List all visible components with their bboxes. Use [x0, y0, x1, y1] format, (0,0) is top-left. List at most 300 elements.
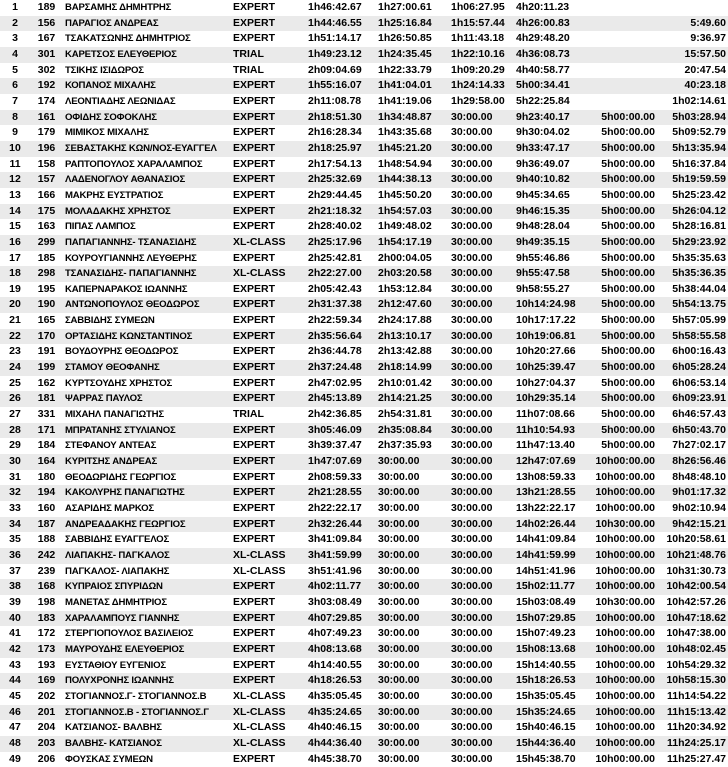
- gap-cell: 8h26:56.46: [657, 454, 728, 470]
- table-row: [0, 31, 728, 47]
- rider-name-cell: ΦΟΥΣΚΑΣ ΣΥΜΕΩΝ: [65, 753, 153, 765]
- lap2-time-cell: 30:00.00: [378, 595, 420, 608]
- rider-number-cell: 189: [37, 1, 56, 13]
- rider-number-cell: 201: [30, 705, 63, 721]
- penalty-cell: 10h00:00.00: [589, 485, 657, 501]
- rider-name-cell: ΣΑΒΒΙΔΗΣ ΕΥΑΓΓΕΛΟΣ: [65, 534, 170, 546]
- table-row: [0, 204, 728, 220]
- lap3-time-cell: 30:00.00: [449, 736, 514, 752]
- lap3-time-cell: 1h15:57.44: [449, 16, 514, 32]
- lap3-time-cell: 1h22:10.16: [449, 47, 514, 63]
- penalty-cell: [589, 47, 657, 63]
- total-time-cell: 4h20:11.23: [516, 1, 570, 13]
- total-time-cell: 13h21:28.55: [514, 485, 589, 501]
- position-cell: 2: [0, 16, 30, 32]
- class-cell: XL-CLASS: [231, 266, 306, 282]
- lap1-time-cell: 1h44:46.55: [306, 16, 376, 32]
- position-cell: 33: [9, 502, 21, 514]
- lap2-time-cell: 1h45:50.20: [378, 188, 432, 201]
- lap2-time-cell: 2h03:20.58: [376, 266, 449, 282]
- total-time-cell: 11h07:08.66: [516, 408, 575, 421]
- gap-cell: 10h42:57.26: [666, 595, 726, 608]
- lap3-time-cell: 30:00.00: [451, 689, 493, 702]
- class-cell: EXPERT: [231, 391, 306, 407]
- table-row: [0, 313, 728, 329]
- position-cell: 9: [12, 126, 18, 139]
- table-row: [0, 626, 728, 642]
- position-cell: 29: [9, 439, 21, 452]
- total-time-cell: 4h40:58.77: [516, 63, 570, 76]
- gap-cell: 6h05:28.24: [657, 360, 728, 376]
- table-row: [0, 297, 728, 313]
- position-cell: 21: [9, 314, 21, 327]
- lap3-time-cell: 30:00.00: [451, 345, 493, 358]
- class-cell: EXPERT: [231, 360, 306, 376]
- total-time-cell: 15h03:08.49: [516, 595, 576, 608]
- position-cell: 36: [0, 548, 30, 564]
- total-time-cell: 14h02:26.44: [514, 517, 589, 533]
- lap2-time-cell: 30:00.00: [378, 502, 420, 514]
- rider-number-cell: 164: [30, 454, 63, 470]
- lap1-time-cell: 3h41:09.84: [308, 533, 362, 546]
- total-time-cell: 10h19:06.81: [514, 329, 589, 345]
- lap2-time-cell: 30:00.00: [378, 689, 420, 702]
- table-row: [0, 188, 728, 204]
- penalty-cell: 10h00:00.00: [589, 611, 657, 627]
- gap-cell: 40:23.18: [657, 78, 728, 94]
- rider-number-cell: 239: [37, 564, 56, 577]
- rider-number-cell: 174: [37, 94, 56, 107]
- class-cell: EXPERT: [233, 345, 276, 358]
- lap1-time-cell: 2h36:44.78: [308, 345, 362, 358]
- table-row: [0, 157, 728, 173]
- lap2-time-cell: 1h53:12.84: [378, 282, 432, 295]
- gap-cell: 10h58:15.30: [657, 673, 728, 689]
- rider-name-cell: ΚΟΠΑΝΟΣ ΜΙΧΑΛΗΣ: [63, 78, 231, 94]
- rider-number-cell: 194: [30, 485, 63, 501]
- rider-name-cell: ΤΣΑΚΑΤΣΩΝΗΣ ΔΗΜΗΤΡΙΟΣ: [65, 33, 191, 45]
- lap3-time-cell: 30:00.00: [449, 705, 514, 721]
- lap2-time-cell: 30:00.00: [376, 736, 449, 752]
- total-time-cell: 4h26:00.83: [514, 16, 589, 32]
- class-cell: EXPERT: [231, 673, 306, 689]
- penalty-cell: 10h00:00.00: [589, 736, 657, 752]
- rider-number-cell: 184: [37, 439, 56, 452]
- total-time-cell: 9h48:28.04: [516, 220, 570, 233]
- lap3-time-cell: 1h29:58.00: [451, 94, 505, 107]
- position-cell: 44: [0, 673, 30, 689]
- total-time-cell: 10h20:27.66: [516, 345, 576, 358]
- lap1-time-cell: 2h08:59.33: [308, 470, 362, 483]
- lap1-time-cell: 2h22:59.34: [308, 314, 362, 327]
- position-cell: 48: [0, 736, 30, 752]
- position-cell: 20: [0, 297, 30, 313]
- lap1-time-cell: 3h51:41.96: [308, 564, 362, 577]
- class-cell: EXPERT: [231, 611, 306, 627]
- class-cell: EXPERT: [233, 376, 276, 389]
- lap1-time-cell: 2h42:36.85: [308, 408, 362, 421]
- lap1-time-cell: 4h14:40.55: [308, 658, 362, 671]
- table-row: [0, 344, 728, 360]
- table-row: [0, 517, 728, 533]
- class-cell: EXPERT: [231, 204, 306, 220]
- class-cell: EXPERT: [231, 16, 306, 32]
- lap2-time-cell: 30:00.00: [376, 705, 449, 721]
- lap3-time-cell: 30:00.00: [451, 376, 493, 389]
- rider-number-cell: 301: [30, 47, 63, 63]
- penalty-cell: 10h00:00.00: [589, 579, 657, 595]
- penalty-cell: 10h00:00.00: [595, 502, 655, 514]
- lap3-time-cell: 30:00.00: [449, 141, 514, 157]
- rider-number-cell: 199: [30, 360, 63, 376]
- lap2-time-cell: 30:00.00: [376, 611, 449, 627]
- lap3-time-cell: 1h11:43.18: [451, 32, 505, 45]
- rider-name-cell: ΘΕΟΔΩΡΙΔΗΣ ΓΕΩΡΓΙΟΣ: [65, 471, 177, 483]
- rider-number-cell: 202: [37, 689, 56, 702]
- total-time-cell: 10h27:04.37: [516, 376, 576, 389]
- table-row: [0, 642, 728, 658]
- class-cell: XL-CLASS: [233, 721, 286, 734]
- rider-name-cell: ΟΦΙΔΗΣ ΣΟΦΟΚΛΗΣ: [63, 110, 231, 126]
- gap-cell: 9h01:17.32: [657, 485, 728, 501]
- total-time-cell: 4h29:48.20: [516, 32, 570, 45]
- table-row: [0, 423, 728, 439]
- position-cell: 18: [0, 266, 30, 282]
- lap3-time-cell: 30:00.00: [449, 423, 514, 439]
- rider-name-cell: ΛΕΟΝΤΙΑΔΗΣ ΛΕΩΝΙΔΑΣ: [65, 95, 176, 107]
- position-cell: 19: [9, 282, 21, 295]
- position-cell: 15: [9, 220, 21, 233]
- rider-number-cell: 172: [37, 627, 56, 640]
- position-cell: 32: [0, 485, 30, 501]
- rider-number-cell: 162: [37, 376, 56, 389]
- lap3-time-cell: 30:00.00: [449, 454, 514, 470]
- total-time-cell: 13h22:22.17: [516, 502, 576, 514]
- lap2-time-cell: 2h10:01.42: [378, 376, 432, 389]
- position-cell: 5: [12, 63, 18, 76]
- table-row: [0, 673, 728, 689]
- gap-cell: 6h09:23.91: [657, 391, 728, 407]
- table-row: [0, 282, 728, 298]
- lap3-time-cell: 30:00.00: [449, 235, 514, 251]
- lap1-time-cell: 2h37:24.48: [306, 360, 376, 376]
- penalty-cell: 5h00:00.00: [589, 204, 657, 220]
- position-cell: 26: [0, 391, 30, 407]
- table-row: [0, 532, 728, 548]
- position-cell: 39: [9, 595, 21, 608]
- gap-cell: 9h42:15.21: [657, 517, 728, 533]
- position-cell: 22: [0, 329, 30, 345]
- lap1-time-cell: 2h09:04.69: [308, 63, 362, 76]
- class-cell: EXPERT: [233, 502, 276, 514]
- rider-number-cell: 170: [30, 329, 63, 345]
- rider-number-cell: 158: [37, 157, 56, 170]
- class-cell: XL-CLASS: [231, 548, 306, 564]
- lap2-time-cell: 30:00.00: [378, 533, 420, 546]
- rider-number-cell: 187: [30, 517, 63, 533]
- gap-cell: 5h57:05.99: [672, 314, 726, 327]
- lap3-time-cell: 1h09:20.29: [451, 63, 505, 76]
- rider-number-cell: 166: [37, 188, 56, 201]
- rider-number-cell: 192: [30, 78, 63, 94]
- penalty-cell: 10h00:00.00: [589, 548, 657, 564]
- total-time-cell: 9h46:15.35: [514, 204, 589, 220]
- penalty-cell: 10h30:00.00: [589, 517, 657, 533]
- penalty-cell: 5h00:00.00: [589, 141, 657, 157]
- total-time-cell: 15h07:49.23: [516, 627, 576, 640]
- penalty-cell: 5h00:00.00: [589, 235, 657, 251]
- rider-name-cell: ΜΑΚΡΗΣ ΕΥΣΤΡΑΤΙΟΣ: [65, 189, 164, 201]
- table-row: [0, 470, 728, 486]
- total-time-cell: 15h35:24.65: [514, 705, 589, 721]
- rider-number-cell: 331: [37, 408, 56, 421]
- class-cell: EXPERT: [231, 454, 306, 470]
- lap3-time-cell: 30:00.00: [451, 564, 493, 577]
- lap2-time-cell: 30:00.00: [376, 454, 449, 470]
- rider-name-cell: ΚΥΡΤΣΟΥΔΗΣ ΧΡΗΣΤΟΣ: [65, 377, 173, 389]
- class-cell: EXPERT: [231, 110, 306, 126]
- total-time-cell: 11h10:54.93: [514, 423, 589, 439]
- lap2-time-cell: 1h45:21.20: [376, 141, 449, 157]
- table-row: [0, 329, 728, 345]
- table-row: [0, 689, 728, 705]
- penalty-cell: 5h00:00.00: [601, 157, 655, 170]
- class-cell: XL-CLASS: [231, 235, 306, 251]
- class-cell: EXPERT: [233, 470, 276, 483]
- gap-cell: 6h50:43.70: [657, 423, 728, 439]
- gap-cell: 5h16:37.84: [672, 157, 726, 170]
- rider-number-cell: 195: [37, 282, 56, 295]
- class-cell: EXPERT: [231, 642, 306, 658]
- lap1-time-cell: 2h25:42.81: [308, 251, 362, 264]
- gap-cell: 5h09:52.79: [672, 126, 726, 139]
- position-cell: 8: [0, 110, 30, 126]
- gap-cell: 10h47:38.00: [666, 627, 726, 640]
- table-row: [0, 235, 728, 251]
- penalty-cell: 5h00:00.00: [601, 282, 655, 295]
- class-cell: XL-CLASS: [231, 705, 306, 721]
- rider-name-cell: ΤΣΙΚΗΣ ΙΣΙΔΩΡΟΣ: [65, 64, 144, 76]
- rider-name-cell: ΒΑΡΣΑΜΗΣ ΔΗΜΗΤΡΗΣ: [65, 2, 172, 13]
- gap-cell: 20:47.54: [684, 63, 726, 76]
- position-cell: 1: [12, 1, 18, 13]
- gap-cell: 11h14:54.22: [667, 689, 726, 702]
- lap3-time-cell: 30:00.00: [451, 251, 493, 264]
- rider-number-cell: 204: [37, 721, 56, 734]
- position-cell: 11: [9, 157, 21, 170]
- rider-name-cell: ΒΟΥΔΟΥΡΗΣ ΘΕΟΔΩΡΟΣ: [65, 346, 179, 358]
- lap2-time-cell: 2h13:42.88: [378, 345, 432, 358]
- lap1-time-cell: 4h40:46.15: [308, 721, 362, 734]
- total-time-cell: 14h41:09.84: [516, 533, 576, 546]
- gap-cell: 5h28:16.81: [672, 220, 726, 233]
- rider-name-cell: ΣΤΟΓΙΑΝΝΟΣ.Γ- ΣΤΟΓΙΑΝΝΟΣ.Β: [65, 690, 207, 702]
- penalty-cell: [589, 78, 657, 94]
- penalty-cell: 10h00:00.00: [595, 564, 655, 577]
- position-cell: 12: [0, 172, 30, 188]
- rider-number-cell: 173: [30, 642, 63, 658]
- lap1-time-cell: 4h35:24.65: [306, 705, 376, 721]
- position-cell: 13: [9, 188, 21, 201]
- gap-cell: 7h27:02.17: [672, 439, 726, 452]
- rider-name-cell: ΑΝΤΩΝΟΠΟΥΛΟΣ ΘΕΟΔΩΡΟΣ: [63, 297, 231, 313]
- lap3-time-cell: 30:00.00: [449, 391, 514, 407]
- penalty-cell: 5h00:00.00: [601, 345, 655, 358]
- class-cell: TRIAL: [233, 63, 264, 76]
- lap1-time-cell: 2h47:02.95: [308, 376, 362, 389]
- lap2-time-cell: 2h37:35.93: [378, 439, 432, 452]
- lap3-time-cell: 30:00.00: [449, 110, 514, 126]
- lap3-time-cell: 30:00.00: [451, 502, 493, 514]
- rider-number-cell: 193: [37, 658, 56, 671]
- total-time-cell: 15h02:11.77: [514, 579, 589, 595]
- lap2-time-cell: 30:00.00: [378, 721, 420, 734]
- penalty-cell: 10h00:00.00: [589, 673, 657, 689]
- gap-cell: 6h00:16.43: [672, 345, 726, 358]
- gap-cell: 10h47:18.62: [657, 611, 728, 627]
- gap-cell: 5h03:28.94: [657, 110, 728, 126]
- lap2-time-cell: 1h49:48.02: [378, 220, 432, 233]
- rider-name-cell: ΧΑΡΑΛΑΜΠΟΥΣ ΓΙΑΝΝΗΣ: [63, 611, 231, 627]
- rider-name-cell: ΕΥΣΤΑΘΙΟΥ ΕΥΓΕΝΙΟΣ: [65, 659, 166, 671]
- total-time-cell: 15h35:05.45: [516, 689, 576, 702]
- penalty-cell: 5h00:00.00: [589, 110, 657, 126]
- rider-name-cell: ΡΑΠΤΟΠΟΥΛΟΣ ΧΑΡΑΛΑΜΠΟΣ: [65, 158, 203, 170]
- class-cell: XL-CLASS: [233, 689, 286, 702]
- lap3-time-cell: 30:00.00: [449, 329, 514, 345]
- lap3-time-cell: 30:00.00: [451, 627, 493, 640]
- rider-name-cell: ΚΟΥΡΟΥΓΙΑΝΝΗΣ ΛΕΥΘΕΡΗΣ: [65, 252, 197, 264]
- total-time-cell: 15h08:13.68: [514, 642, 589, 658]
- rider-number-cell: 242: [30, 548, 63, 564]
- position-cell: 42: [0, 642, 30, 658]
- rider-number-cell: 168: [30, 579, 63, 595]
- total-time-cell: 9h30:04.02: [516, 126, 570, 139]
- table-row: [0, 548, 728, 564]
- rider-number-cell: 165: [37, 314, 56, 327]
- lap1-time-cell: 1h46:42.67: [308, 1, 362, 13]
- rider-name-cell: ΚΑΡΕΤΣΟΣ ΕΛΕΥΘΕΡΙΟΣ: [63, 47, 231, 63]
- table-row: [0, 501, 728, 517]
- class-cell: EXPERT: [233, 439, 276, 452]
- position-cell: 27: [9, 408, 21, 421]
- class-cell: XL-CLASS: [233, 564, 286, 577]
- position-cell: 43: [9, 658, 21, 671]
- rider-number-cell: 156: [30, 16, 63, 32]
- rider-number-cell: 188: [37, 533, 56, 546]
- rider-number-cell: 179: [37, 126, 56, 139]
- gap-cell: [657, 0, 728, 16]
- penalty-cell: 10h00:00.00: [589, 454, 657, 470]
- gap-cell: 5h25:23.42: [672, 188, 726, 201]
- total-time-cell: 10h25:39.47: [514, 360, 589, 376]
- total-time-cell: 14h51:41.96: [516, 564, 576, 577]
- lap2-time-cell: 1h54:17.19: [376, 235, 449, 251]
- lap1-time-cell: 2h21:18.32: [306, 204, 376, 220]
- position-cell: 40: [0, 611, 30, 627]
- table-row: [0, 595, 728, 611]
- total-time-cell: 15h18:26.53: [514, 673, 589, 689]
- gap-cell: 11h25:27.47: [667, 752, 726, 765]
- rider-number-cell: 167: [37, 32, 56, 45]
- lap1-time-cell: 2h29:44.45: [308, 188, 362, 201]
- gap-cell: 5h29:23.92: [657, 235, 728, 251]
- rider-number-cell: 161: [30, 110, 63, 126]
- class-cell: TRIAL: [233, 408, 264, 421]
- rider-name-cell: ΣΤΕΦΑΝΟΥ ΑΝΤΕΑΣ: [65, 440, 157, 452]
- class-cell: EXPERT: [233, 157, 276, 170]
- gap-cell: 8h48:48.10: [672, 470, 726, 483]
- table-row: [0, 454, 728, 470]
- lap3-time-cell: 30:00.00: [449, 642, 514, 658]
- lap1-time-cell: 2h22:22.17: [308, 502, 362, 514]
- rider-name-cell: ΠΟΛΥΧΡΟΝΗΣ ΙΩΑΝΝΗΣ: [63, 673, 231, 689]
- lap3-time-cell: 30:00.00: [449, 360, 514, 376]
- position-cell: 23: [9, 345, 21, 358]
- class-cell: TRIAL: [231, 47, 306, 63]
- lap3-time-cell: 30:00.00: [449, 579, 514, 595]
- position-cell: 7: [12, 94, 18, 107]
- table-row: [0, 579, 728, 595]
- total-time-cell: 15h40:46.15: [516, 721, 576, 734]
- lap2-time-cell: 2h18:14.99: [376, 360, 449, 376]
- total-time-cell: 14h41:59.99: [514, 548, 589, 564]
- class-cell: EXPERT: [233, 220, 276, 233]
- gap-cell: 11h20:34.92: [667, 721, 726, 734]
- position-cell: 41: [9, 627, 21, 640]
- lap3-time-cell: 30:00.00: [451, 658, 493, 671]
- rider-number-cell: 175: [30, 204, 63, 220]
- lap3-time-cell: 30:00.00: [449, 485, 514, 501]
- penalty-cell: 5h00:00.00: [589, 360, 657, 376]
- lap1-time-cell: 4h07:29.85: [306, 611, 376, 627]
- penalty-cell: 10h00:00.00: [589, 642, 657, 658]
- total-time-cell: 11h47:13.40: [516, 439, 575, 452]
- rider-name-cell: ΠΑΠΑΓΙΑΝΝΗΣ- ΤΣΑΝΑΣΙΔΗΣ: [63, 235, 231, 251]
- table-row: [0, 110, 728, 126]
- rider-number-cell: 169: [30, 673, 63, 689]
- rider-number-cell: 299: [30, 235, 63, 251]
- class-cell: EXPERT: [233, 282, 276, 295]
- position-cell: 31: [9, 470, 21, 483]
- lap3-time-cell: 30:00.00: [451, 408, 493, 421]
- table-row: [0, 47, 728, 63]
- table-row: [0, 360, 728, 376]
- lap2-time-cell: 1h48:54.94: [378, 157, 432, 170]
- rider-name-cell: ΣΤΕΡΓΙΟΠΟΥΛΟΣ ΒΑΣΙΛΕΙΟΣ: [65, 628, 194, 640]
- penalty-cell: 10h00:00.00: [595, 627, 655, 640]
- penalty-cell: 5h00:00.00: [589, 172, 657, 188]
- table-row: [0, 251, 728, 267]
- lap1-time-cell: 2h11:08.78: [308, 94, 362, 107]
- rider-name-cell: ΚΥΡΙΤΣΗΣ ΑΝΔΡΕΑΣ: [63, 454, 231, 470]
- position-cell: 4: [0, 47, 30, 63]
- gap-cell: 6h46:57.43: [672, 408, 726, 421]
- rider-name-cell: ΜΙΜΙΚΟΣ ΜΙΧΑΛΗΣ: [65, 127, 149, 139]
- rider-number-cell: 206: [37, 752, 56, 765]
- rider-name-cell: ΣΤΟΓΙΑΝΝΟΣ.Β - ΣΤΟΓΙΑΝΝΟΣ.Γ: [63, 705, 231, 721]
- lap2-time-cell: 30:00.00: [376, 579, 449, 595]
- class-cell: EXPERT: [233, 126, 276, 139]
- lap3-time-cell: 30:00.00: [451, 157, 493, 170]
- rider-number-cell: 157: [30, 172, 63, 188]
- lap3-time-cell: 30:00.00: [451, 470, 493, 483]
- total-time-cell: 15h44:36.40: [514, 736, 589, 752]
- rider-name-cell: ΛΑΔΕΝΟΓΛΟΥ ΑΘΑΝΑΣΙΟΣ: [63, 172, 231, 188]
- gap-cell: 10h20:58.61: [666, 533, 726, 546]
- lap3-time-cell: 1h24:14.33: [449, 78, 514, 94]
- rider-name-cell: ΨΑΡΡΑΣ ΠΑΥΛΟΣ: [63, 391, 231, 407]
